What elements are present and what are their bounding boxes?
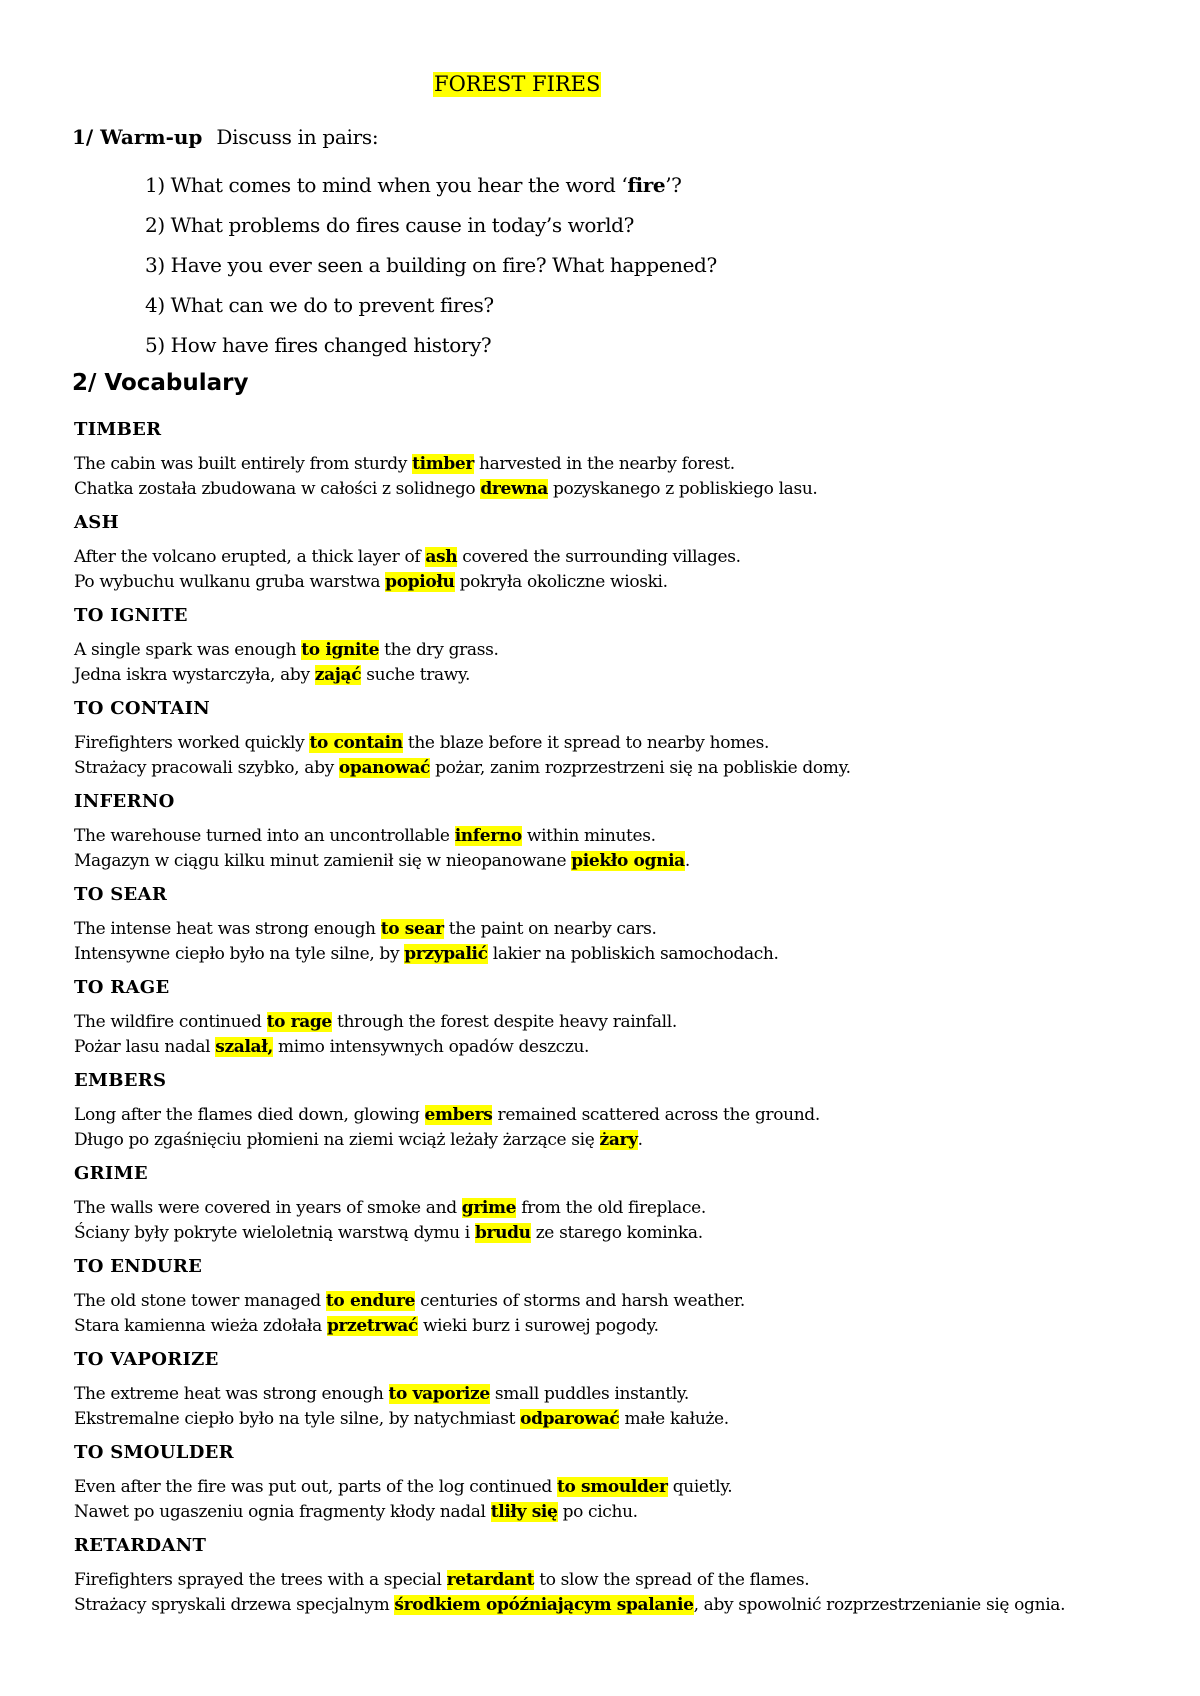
example-sentence-polish: Ściany były pokryte wieloletnią warstwą dymu i brudu ze starego kominka. <box>74 1223 703 1243</box>
highlighted-term: piekło ognia <box>571 851 685 871</box>
vocab-word: TO SMOULDER <box>74 1442 234 1463</box>
page-title: FOREST FIRES <box>434 72 601 96</box>
vocab-word: TO SEAR <box>74 884 168 905</box>
vocab-word: EMBERS <box>74 1070 167 1091</box>
highlighted-term: timber <box>412 454 474 474</box>
example-sentence-english: The wildfire continued to rage through the forest despite heavy rainfall. <box>74 1012 677 1032</box>
warmup-question-list <box>145 172 717 372</box>
vocab-word: TO VAPORIZE <box>74 1349 219 1370</box>
example-sentence-polish: Strażacy pracowali szybko, aby opanować pożar, zanim rozprzestrzeni się na pobliskie domy. <box>74 758 851 778</box>
vocabulary-list <box>74 418 1154 1627</box>
example-sentence-english: Even after the fire was put out, parts of the log continued to smoulder quietly. <box>74 1477 733 1497</box>
highlighted-term: przetrwać <box>326 1316 418 1336</box>
vocab-entry <box>74 1162 1154 1255</box>
warmup-question: 4) What can we do to prevent fires? <box>145 293 494 317</box>
highlighted-term: inferno <box>454 826 522 846</box>
highlighted-term: przypalić <box>404 944 488 964</box>
highlighted-term: to sear <box>380 919 444 939</box>
vocab-word: TO ENDURE <box>74 1256 203 1277</box>
vocab-entry <box>74 1534 1154 1627</box>
highlighted-term: to endure <box>325 1291 416 1311</box>
vocab-word: INFERNO <box>74 791 175 812</box>
vocab-entry <box>74 1441 1154 1534</box>
highlighted-term: tliły się <box>490 1502 558 1522</box>
example-sentence-english: The old stone tower managed to endure centuries of storms and harsh weather. <box>74 1291 745 1311</box>
vocab-entry <box>74 790 1154 883</box>
example-sentence-polish: Po wybuchu wulkanu gruba warstwa popiołu pokryła okoliczne wioski. <box>74 572 668 592</box>
highlighted-term: to smoulder <box>557 1477 668 1497</box>
warmup-header <box>72 124 378 150</box>
vocab-entry <box>74 883 1154 976</box>
example-sentence-polish: Ekstremalne ciepło było na tyle silne, by natychmiast odparować małe kałuże. <box>74 1409 729 1429</box>
highlighted-term: opanować <box>338 758 431 778</box>
example-sentence-english: A single spark was enough to ignite the dry grass. <box>74 640 499 660</box>
highlighted-term: brudu <box>474 1223 531 1243</box>
vocab-entry <box>74 604 1154 697</box>
example-sentence-polish: Długo po zgaśnięciu płomieni na ziemi wciąż leżały żarzące się żary. <box>74 1130 643 1150</box>
example-sentence-polish: Stara kamienna wieża zdołała przetrwać wieki burz i surowej pogody. <box>74 1316 659 1336</box>
example-sentence-english: The walls were covered in years of smoke and grime from the old fireplace. <box>74 1198 706 1218</box>
vocab-word: RETARDANT <box>74 1535 207 1556</box>
example-sentence-polish: Nawet po ugaszeniu ognia fragmenty kłody nadal tliły się po cichu. <box>74 1502 638 1522</box>
example-sentence-english: Long after the flames died down, glowing embers remained scattered across the ground. <box>74 1105 820 1125</box>
vocab-entry <box>74 976 1154 1069</box>
vocab-entry <box>74 697 1154 790</box>
vocab-word: GRIME <box>74 1163 148 1184</box>
vocab-entry <box>74 1348 1154 1441</box>
vocab-entry <box>74 418 1154 511</box>
example-sentence-polish: Jedna iskra wystarczyła, aby zająć suche trawy. <box>74 665 471 685</box>
example-sentence-english: Firefighters sprayed the trees with a special retardant to slow the spread of the flames. <box>74 1570 810 1590</box>
example-sentence-english: The warehouse turned into an uncontrollable inferno within minutes. <box>74 826 656 846</box>
highlighted-term: to ignite <box>301 640 380 660</box>
highlighted-term: popiołu <box>385 572 455 592</box>
warmup-question: 3) Have you ever seen a building on fire? What happened? <box>145 253 717 277</box>
vocab-word: TO CONTAIN <box>74 698 211 719</box>
example-sentence-polish: Chatka została zbudowana w całości z solidnego drewna pozyskanego z pobliskiego lasu. <box>74 479 818 499</box>
highlighted-term: żary <box>599 1130 638 1150</box>
warmup-label: 1/ Warm-up <box>72 125 203 149</box>
example-sentence-english: The cabin was built entirely from sturdy timber harvested in the nearby forest. <box>74 454 735 474</box>
highlighted-term: to vaporize <box>388 1384 490 1404</box>
warmup-question: 1) What comes to mind when you hear the word ‘fire’? <box>145 173 682 197</box>
warmup-question: 5) How have fires changed history? <box>145 333 492 357</box>
highlighted-term: środkiem opóźniającym spalanie <box>394 1595 694 1615</box>
vocab-word: TIMBER <box>74 419 162 440</box>
example-sentence-english: The extreme heat was strong enough to vaporize small puddles instantly. <box>74 1384 689 1404</box>
vocab-entry <box>74 1069 1154 1162</box>
example-sentence-polish: Strażacy spryskali drzewa specjalnym środkiem opóźniającym spalanie, aby spowolnić rozprzestrzenianie się ognia. <box>74 1595 1066 1615</box>
highlighted-term: to contain <box>309 733 403 753</box>
vocab-word: TO IGNITE <box>74 605 188 626</box>
example-sentence-english: Firefighters worked quickly to contain the blaze before it spread to nearby homes. <box>74 733 769 753</box>
highlighted-term: drewna <box>480 479 548 499</box>
highlighted-term: szalał, <box>215 1037 273 1057</box>
highlighted-term: grime <box>461 1198 517 1218</box>
highlighted-term: to rage <box>266 1012 332 1032</box>
example-sentence-polish: Magazyn w ciągu kilku minut zamienił się w nieopanowane piekło ognia. <box>74 851 690 871</box>
highlighted-term: odparować <box>520 1409 620 1429</box>
example-sentence-polish: Pożar lasu nadal szalał, mimo intensywnych opadów deszczu. <box>74 1037 590 1057</box>
highlighted-term: zająć <box>314 665 362 685</box>
example-sentence-english: The intense heat was strong enough to sear the paint on nearby cars. <box>74 919 657 939</box>
vocab-word: TO RAGE <box>74 977 170 998</box>
vocab-entry <box>74 511 1154 604</box>
highlighted-term: retardant <box>446 1570 535 1590</box>
vocabulary-heading: 2/ Vocabulary <box>72 370 249 396</box>
example-sentence-english: After the volcano erupted, a thick layer of ash covered the surrounding villages. <box>74 547 741 567</box>
highlighted-term: embers <box>424 1105 493 1125</box>
vocab-entry <box>74 1255 1154 1348</box>
warmup-instruction: Discuss in pairs: <box>216 125 379 149</box>
warmup-question: 2) What problems do fires cause in today’s world? <box>145 213 634 237</box>
highlighted-term: ash <box>425 547 458 567</box>
example-sentence-polish: Intensywne ciepło było na tyle silne, by przypalić lakier na pobliskich samochodach. <box>74 944 779 964</box>
vocab-word: ASH <box>74 512 119 533</box>
